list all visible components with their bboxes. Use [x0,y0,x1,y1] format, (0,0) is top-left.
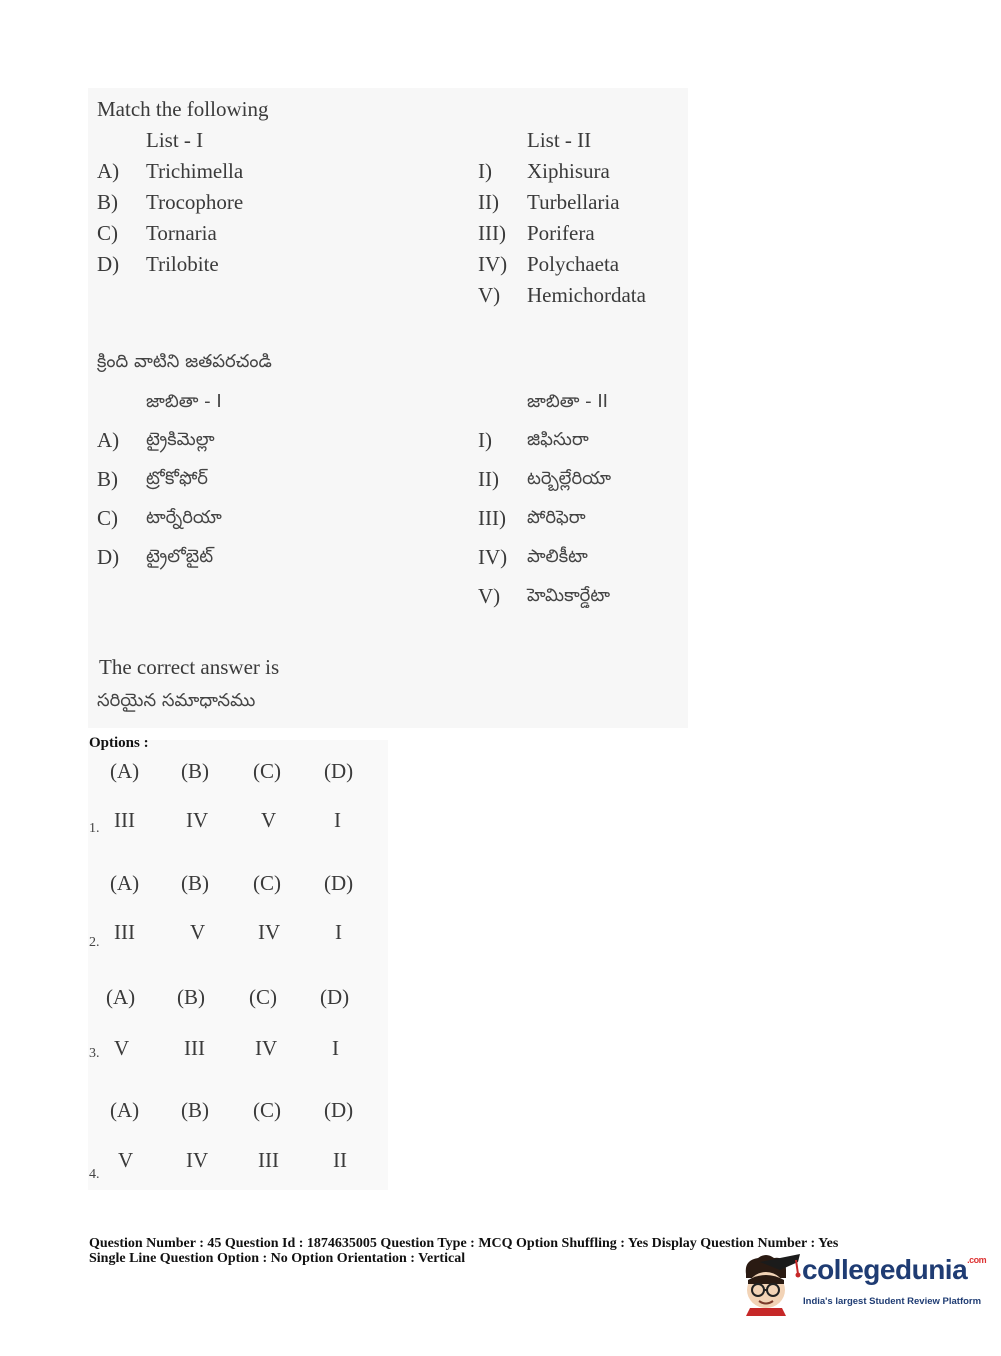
option-column-header: (C) [253,871,281,895]
option-value: IV [186,808,209,832]
list1-te-item: ట్రైలోబైట్ [146,546,214,567]
option-column-header: (D) [320,985,350,1009]
option-value: II [333,1148,347,1172]
list2-en-item: Hemichordata [527,283,646,307]
list1-en-label: B) [97,190,118,214]
list1-en-item: Trocophore [146,190,244,214]
option-column-header: (D) [324,1098,354,1122]
list1-en-label: A) [97,159,120,183]
list2-heading-en: List - II [527,128,592,152]
answer-prompt-en: The correct answer is [99,655,280,679]
option-value: III [114,920,135,944]
question-prompt-te: క్రింది వాటిని జతపరచండి [97,351,272,372]
option-column-header: (A) [110,871,140,895]
list2-te-item: పోరిఫెరా [527,507,586,528]
option-column-header: (B) [177,985,205,1009]
option-value: V [190,920,206,944]
list2-te-item: హెమికార్డేటా [527,585,611,606]
question-prompt-en: Match the following [97,97,269,121]
option-number: 3. [89,1046,100,1061]
list2-te-item: జిఫిసురా [527,429,589,450]
option-value: I [335,920,342,944]
option-column-header: (A) [110,1098,140,1122]
option-column-header: (B) [181,871,209,895]
list2-en-item: Porifera [527,221,595,245]
list1-en-label: D) [97,252,120,276]
list2-te-label: I) [478,428,492,452]
list2-en-label: I) [478,159,492,183]
option-value: IV [258,920,281,944]
option-number: 1. [89,821,100,836]
option-value: I [332,1036,339,1060]
question-meta-line-1: Question Number : 45 Question Id : 1874635005 Question Type : MCQ Option Shuffling : Yes Display Question Number : Yes [89,1236,839,1251]
question-meta-line-2: Single Line Question Option : No Option Orientation : Vertical [89,1251,466,1266]
list2-te-label: V) [478,584,501,608]
list2-en-item: Polychaeta [527,252,620,276]
option-column-header: (C) [253,759,281,783]
option-value: III [258,1148,279,1172]
list2-te-label: II) [478,467,499,491]
option-value: IV [186,1148,209,1172]
list2-heading-te: జాబితా - II [527,391,608,412]
option-column-header: (A) [106,985,136,1009]
list1-te-label: A) [97,428,120,452]
list1-te-item: టార్నేరియా [146,507,222,528]
list2-en-label: V) [478,283,501,307]
option-value: I [334,808,341,832]
graduate-mascot-icon [740,1252,802,1316]
option-number: 2. [89,935,100,950]
option-column-header: (A) [110,759,140,783]
list2-te-label: III) [478,506,506,530]
answer-prompt-te: సరియైన సమాధానము [97,690,256,711]
list2-en-item: Xiphisura [527,159,610,183]
option-value: V [118,1148,134,1172]
option-number: 4. [89,1167,100,1182]
list1-heading-te: జాబితా - I [146,391,222,412]
logo-tagline: India's largest Student Review Platform [803,1296,982,1307]
option-value: V [114,1036,130,1060]
list2-te-item: టర్బెల్లేరియా [527,468,612,489]
option-value: V [261,808,277,832]
list1-en-label: C) [97,221,118,245]
option-value: III [114,808,135,832]
list1-en-item: Trichimella [146,159,244,183]
list2-te-label: IV) [478,545,508,569]
list2-en-label: III) [478,221,506,245]
option-column-header: (C) [253,1098,281,1122]
list1-te-label: C) [97,506,118,530]
option-column-header: (B) [181,759,209,783]
logo-wordmark: collegedunia$^{.com}$ [802,1254,987,1285]
options-heading: Options : [89,735,149,751]
option-column-header: (D) [324,871,354,895]
list2-te-item: పాలికీటా [527,546,588,567]
collegedunia-logo[interactable] [740,1250,987,1320]
option-column-header: (C) [249,985,277,1009]
option-value: III [184,1036,205,1060]
list1-te-item: ట్రోకోఫోర్ [146,468,208,489]
list1-en-item: Tornaria [146,221,217,245]
list1-te-label: B) [97,467,118,491]
list1-heading-en: List - I [146,128,204,152]
list2-en-label: II) [478,190,499,214]
list2-en-item: Turbellaria [527,190,620,214]
list1-te-item: ట్రైకిమెల్లా [146,429,215,450]
option-value: IV [255,1036,278,1060]
option-column-header: (B) [181,1098,209,1122]
list1-te-label: D) [97,545,120,569]
list1-en-item: Trilobite [146,252,219,276]
list2-en-label: IV) [478,252,508,276]
option-column-header: (D) [324,759,354,783]
